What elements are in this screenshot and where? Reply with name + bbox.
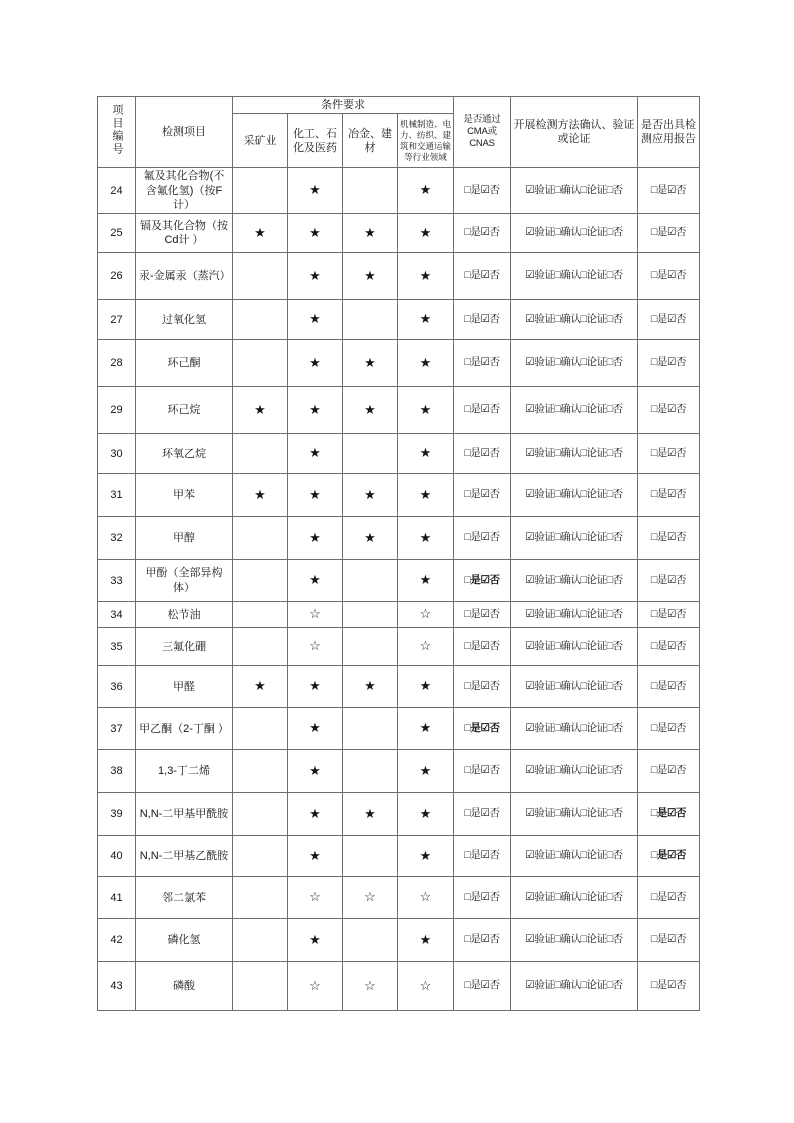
item-name-cell: 镉及其化合物（按Cd计 ） xyxy=(136,214,233,253)
table-row xyxy=(98,517,700,560)
item-name-cell: 环己酮 xyxy=(136,340,233,387)
method-checkbox-cell[interactable]: ☑验证□确认□论证□否 xyxy=(511,836,638,877)
star-cell-chemical: ☆ xyxy=(288,962,343,1011)
method-checkbox-cell[interactable]: ☑验证□确认□论证□否 xyxy=(511,214,638,253)
item-name-cell: N,N-二甲基乙酰胺 xyxy=(136,836,233,877)
method-checkbox-cell[interactable]: ☑验证□确认□论证□否 xyxy=(511,474,638,517)
star-cell-mining xyxy=(233,602,288,628)
star-cell-mining: ★ xyxy=(233,214,288,253)
star-cell-mining xyxy=(233,708,288,750)
item-number-cell: 39 xyxy=(98,793,136,836)
item-number-cell: 27 xyxy=(98,300,136,340)
item-number-cell: 28 xyxy=(98,340,136,387)
star-cell-mining xyxy=(233,793,288,836)
star-cell-machinery: ★ xyxy=(398,387,454,434)
method-checkbox-cell[interactable]: ☑验证□确认□论证□否 xyxy=(511,253,638,300)
star-cell-mining: ★ xyxy=(233,666,288,708)
cma-checkbox-cell[interactable]: □是☑否 xyxy=(454,877,511,919)
cma-checkbox-cell[interactable]: □是☑否 xyxy=(454,517,511,560)
item-name-cell: 汞-金属汞（蒸汽） xyxy=(136,253,233,300)
table-row xyxy=(98,602,700,628)
cma-checkbox-cell[interactable]: □是☑否 xyxy=(454,340,511,387)
star-cell-metallurgy xyxy=(343,602,398,628)
report-checkbox-cell[interactable]: □是☑否 xyxy=(638,474,700,517)
star-cell-metallurgy: ★ xyxy=(343,666,398,708)
cma-checkbox-cell[interactable]: □是☑否 xyxy=(454,962,511,1011)
header-row-top xyxy=(98,97,700,114)
header-cma-cnas: 是否通过CMA或CNAS xyxy=(454,97,511,168)
table-body xyxy=(98,168,700,1011)
star-cell-mining xyxy=(233,300,288,340)
item-name-cell: 氟及其化合物(不含氟化氢)（按F计） xyxy=(136,168,233,214)
table-row xyxy=(98,919,700,962)
star-cell-mining: ★ xyxy=(233,387,288,434)
item-name-cell: 过氧化氢 xyxy=(136,300,233,340)
cma-checkbox-cell[interactable]: □是☑否 xyxy=(454,474,511,517)
report-checkbox-cell[interactable]: □是☑否 xyxy=(638,168,700,214)
star-cell-machinery: ★ xyxy=(398,474,454,517)
star-cell-machinery: ★ xyxy=(398,517,454,560)
report-checkbox-cell[interactable]: □是☑否 xyxy=(638,387,700,434)
item-name-cell: 甲醇 xyxy=(136,517,233,560)
cma-checkbox-cell[interactable]: □是☑否 xyxy=(454,300,511,340)
star-cell-chemical: ★ xyxy=(288,560,343,602)
table-row xyxy=(98,474,700,517)
table-row xyxy=(98,793,700,836)
cma-checkbox-cell[interactable]: □是☑否 xyxy=(454,168,511,214)
detection-items-table xyxy=(97,96,700,1011)
item-number-cell: 31 xyxy=(98,474,136,517)
star-cell-machinery: ★ xyxy=(398,300,454,340)
report-checkbox-cell[interactable]: □是☑否 xyxy=(638,517,700,560)
item-number-cell: 40 xyxy=(98,836,136,877)
cma-checkbox-cell[interactable]: □是☑否 xyxy=(454,750,511,793)
header-item-name: 检测项目 xyxy=(136,97,233,168)
star-cell-machinery: ★ xyxy=(398,168,454,214)
report-checkbox-cell[interactable]: □是☑否 xyxy=(638,666,700,708)
report-checkbox-cell[interactable]: □是☑否 xyxy=(638,708,700,750)
report-checkbox-cell[interactable]: □是☑否 xyxy=(638,300,700,340)
cma-checkbox-cell[interactable]: □是☑否 xyxy=(454,836,511,877)
item-number-cell: 35 xyxy=(98,628,136,666)
star-cell-machinery: ★ xyxy=(398,793,454,836)
star-cell-mining xyxy=(233,919,288,962)
star-cell-machinery: ☆ xyxy=(398,602,454,628)
star-cell-metallurgy: ★ xyxy=(343,793,398,836)
star-cell-metallurgy: ☆ xyxy=(343,962,398,1011)
star-cell-metallurgy xyxy=(343,919,398,962)
cma-checkbox-cell[interactable]: □是☑否 xyxy=(454,708,511,750)
star-cell-mining xyxy=(233,560,288,602)
report-checkbox-cell[interactable]: □是☑否 xyxy=(638,628,700,666)
star-cell-chemical: ★ xyxy=(288,168,343,214)
star-cell-mining: ★ xyxy=(233,474,288,517)
item-number-cell: 38 xyxy=(98,750,136,793)
report-checkbox-cell[interactable]: □是☑否 xyxy=(638,214,700,253)
star-cell-chemical: ★ xyxy=(288,474,343,517)
report-checkbox-cell[interactable]: □是☑否 xyxy=(638,962,700,1011)
star-cell-chemical: ★ xyxy=(288,214,343,253)
cma-checkbox-cell[interactable]: □是☑否 xyxy=(454,253,511,300)
header-item-number-label: 项目编号 xyxy=(111,104,123,156)
table-row xyxy=(98,387,700,434)
star-cell-machinery: ★ xyxy=(398,750,454,793)
star-cell-metallurgy: ★ xyxy=(343,340,398,387)
item-number-cell: 25 xyxy=(98,214,136,253)
star-cell-mining xyxy=(233,836,288,877)
table-row xyxy=(98,666,700,708)
star-cell-metallurgy: ★ xyxy=(343,387,398,434)
method-checkbox-cell[interactable]: ☑验证□确认□论证□否 xyxy=(511,666,638,708)
star-cell-chemical: ★ xyxy=(288,708,343,750)
star-cell-mining xyxy=(233,962,288,1011)
star-cell-metallurgy: ★ xyxy=(343,253,398,300)
item-number-cell: 42 xyxy=(98,919,136,962)
table-header xyxy=(98,97,700,168)
method-checkbox-cell[interactable]: ☑验证□确认□论证□否 xyxy=(511,517,638,560)
star-cell-metallurgy: ★ xyxy=(343,474,398,517)
item-name-cell: 甲苯 xyxy=(136,474,233,517)
header-condition-group: 条件要求 xyxy=(233,97,454,114)
star-cell-metallurgy xyxy=(343,168,398,214)
method-checkbox-cell[interactable]: ☑验证□确认□论证□否 xyxy=(511,168,638,214)
star-cell-mining xyxy=(233,340,288,387)
cma-checkbox-cell[interactable]: □是☑否 xyxy=(454,602,511,628)
star-cell-machinery: ★ xyxy=(398,434,454,474)
star-cell-chemical: ★ xyxy=(288,253,343,300)
item-number-cell: 37 xyxy=(98,708,136,750)
report-checkbox-cell[interactable]: □是☑否 xyxy=(638,253,700,300)
star-cell-mining xyxy=(233,168,288,214)
star-cell-metallurgy xyxy=(343,434,398,474)
star-cell-chemical: ★ xyxy=(288,750,343,793)
item-number-cell: 41 xyxy=(98,877,136,919)
star-cell-chemical: ☆ xyxy=(288,877,343,919)
cma-checkbox-cell[interactable]: □是☑否 xyxy=(454,628,511,666)
method-checkbox-cell[interactable]: ☑验证□确认□论证□否 xyxy=(511,387,638,434)
star-cell-metallurgy: ☆ xyxy=(343,877,398,919)
star-cell-chemical: ☆ xyxy=(288,628,343,666)
method-checkbox-cell[interactable]: ☑验证□确认□论证□否 xyxy=(511,628,638,666)
star-cell-chemical: ★ xyxy=(288,340,343,387)
table-row xyxy=(98,168,700,214)
star-cell-mining xyxy=(233,628,288,666)
item-name-cell: 邻二氯苯 xyxy=(136,877,233,919)
method-checkbox-cell[interactable]: ☑验证□确认□论证□否 xyxy=(511,750,638,793)
star-cell-metallurgy xyxy=(343,628,398,666)
cma-checkbox-cell[interactable]: □是☑否 xyxy=(454,387,511,434)
star-cell-machinery: ★ xyxy=(398,214,454,253)
method-checkbox-cell[interactable]: ☑验证□确认□论证□否 xyxy=(511,300,638,340)
star-cell-machinery: ★ xyxy=(398,666,454,708)
table-row xyxy=(98,340,700,387)
report-checkbox-cell[interactable]: □是☑否 xyxy=(638,434,700,474)
header-industry-chemical: 化工、石化及医药 xyxy=(288,114,343,168)
method-checkbox-cell[interactable]: ☑验证□确认□论证□否 xyxy=(511,708,638,750)
star-cell-chemical: ★ xyxy=(288,434,343,474)
item-number-cell: 29 xyxy=(98,387,136,434)
method-checkbox-cell[interactable]: ☑验证□确认□论证□否 xyxy=(511,877,638,919)
report-checkbox-cell[interactable]: □是☑否 xyxy=(638,602,700,628)
star-cell-machinery: ★ xyxy=(398,836,454,877)
star-cell-machinery: ☆ xyxy=(398,877,454,919)
report-checkbox-cell[interactable]: □是☑否 xyxy=(638,793,700,836)
item-name-cell: N,N-二甲基甲酰胺 xyxy=(136,793,233,836)
method-checkbox-cell[interactable]: ☑验证□确认□论证□否 xyxy=(511,793,638,836)
method-checkbox-cell[interactable]: ☑验证□确认□论证□否 xyxy=(511,919,638,962)
star-cell-machinery: ★ xyxy=(398,560,454,602)
method-checkbox-cell[interactable]: ☑验证□确认□论证□否 xyxy=(511,434,638,474)
star-cell-machinery: ☆ xyxy=(398,962,454,1011)
star-cell-chemical: ★ xyxy=(288,666,343,708)
item-number-cell: 32 xyxy=(98,517,136,560)
item-name-cell: 三氟化硼 xyxy=(136,628,233,666)
item-name-cell: 甲醛 xyxy=(136,666,233,708)
star-cell-chemical: ★ xyxy=(288,517,343,560)
report-checkbox-cell[interactable]: □是☑否 xyxy=(638,750,700,793)
star-cell-chemical: ★ xyxy=(288,919,343,962)
star-cell-mining xyxy=(233,750,288,793)
cma-checkbox-cell[interactable]: □是☑否 xyxy=(454,793,511,836)
star-cell-metallurgy xyxy=(343,560,398,602)
cma-checkbox-cell[interactable]: □是☑否 xyxy=(454,214,511,253)
method-checkbox-cell[interactable]: ☑验证□确认□论证□否 xyxy=(511,602,638,628)
star-cell-machinery: ★ xyxy=(398,708,454,750)
method-checkbox-cell[interactable]: ☑验证□确认□论证□否 xyxy=(511,560,638,602)
header-industry-metallurgy: 冶金、建材 xyxy=(343,114,398,168)
header-industry-mining: 采矿业 xyxy=(233,114,288,168)
header-application-report: 是否出具检测应用报告 xyxy=(638,97,700,168)
star-cell-mining xyxy=(233,434,288,474)
star-cell-chemical: ★ xyxy=(288,387,343,434)
report-checkbox-cell[interactable]: □是☑否 xyxy=(638,560,700,602)
report-checkbox-cell[interactable]: □是☑否 xyxy=(638,836,700,877)
table-row xyxy=(98,750,700,793)
table-row xyxy=(98,628,700,666)
star-cell-chemical: ☆ xyxy=(288,602,343,628)
table-row xyxy=(98,214,700,253)
star-cell-metallurgy xyxy=(343,300,398,340)
item-number-cell: 33 xyxy=(98,560,136,602)
star-cell-metallurgy xyxy=(343,708,398,750)
star-cell-mining xyxy=(233,517,288,560)
item-name-cell: 甲乙酮（2-丁酮 ） xyxy=(136,708,233,750)
table-row xyxy=(98,836,700,877)
item-number-cell: 34 xyxy=(98,602,136,628)
item-name-cell: 环己烷 xyxy=(136,387,233,434)
table-row xyxy=(98,877,700,919)
item-number-cell: 36 xyxy=(98,666,136,708)
item-name-cell: 磷化氢 xyxy=(136,919,233,962)
star-cell-mining xyxy=(233,877,288,919)
star-cell-chemical: ★ xyxy=(288,793,343,836)
table-row xyxy=(98,708,700,750)
star-cell-metallurgy xyxy=(343,750,398,793)
table-row xyxy=(98,300,700,340)
method-checkbox-cell[interactable]: ☑验证□确认□论证□否 xyxy=(511,340,638,387)
cma-checkbox-cell[interactable]: □是☑否 xyxy=(454,560,511,602)
header-item-number xyxy=(98,97,136,168)
star-cell-machinery: ★ xyxy=(398,340,454,387)
header-method-verification: 开展检测方法确认、验证或论证 xyxy=(511,97,638,168)
star-cell-chemical: ★ xyxy=(288,300,343,340)
item-name-cell: 磷酸 xyxy=(136,962,233,1011)
star-cell-metallurgy: ★ xyxy=(343,214,398,253)
header-industry-machinery: 机械制造、电力、纺织、建筑和交通运输等行业领域 xyxy=(398,114,454,168)
star-cell-machinery: ★ xyxy=(398,919,454,962)
report-checkbox-cell[interactable]: □是☑否 xyxy=(638,340,700,387)
item-name-cell: 1,3-丁二烯 xyxy=(136,750,233,793)
star-cell-metallurgy xyxy=(343,836,398,877)
cma-checkbox-cell[interactable]: □是☑否 xyxy=(454,434,511,474)
table-row xyxy=(98,560,700,602)
table-row xyxy=(98,253,700,300)
report-checkbox-cell[interactable]: □是☑否 xyxy=(638,877,700,919)
item-name-cell: 松节油 xyxy=(136,602,233,628)
item-number-cell: 24 xyxy=(98,168,136,214)
star-cell-chemical: ★ xyxy=(288,836,343,877)
star-cell-machinery: ☆ xyxy=(398,628,454,666)
table-row xyxy=(98,962,700,1011)
item-number-cell: 30 xyxy=(98,434,136,474)
item-name-cell: 甲酚（全部异构体） xyxy=(136,560,233,602)
item-name-cell: 环氧乙烷 xyxy=(136,434,233,474)
star-cell-mining xyxy=(233,253,288,300)
item-number-cell: 43 xyxy=(98,962,136,1011)
item-number-cell: 26 xyxy=(98,253,136,300)
method-checkbox-cell[interactable]: ☑验证□确认□论证□否 xyxy=(511,962,638,1011)
star-cell-machinery: ★ xyxy=(398,253,454,300)
table-row xyxy=(98,434,700,474)
star-cell-metallurgy: ★ xyxy=(343,517,398,560)
report-checkbox-cell[interactable]: □是☑否 xyxy=(638,919,700,962)
cma-checkbox-cell[interactable]: □是☑否 xyxy=(454,666,511,708)
cma-checkbox-cell[interactable]: □是☑否 xyxy=(454,919,511,962)
